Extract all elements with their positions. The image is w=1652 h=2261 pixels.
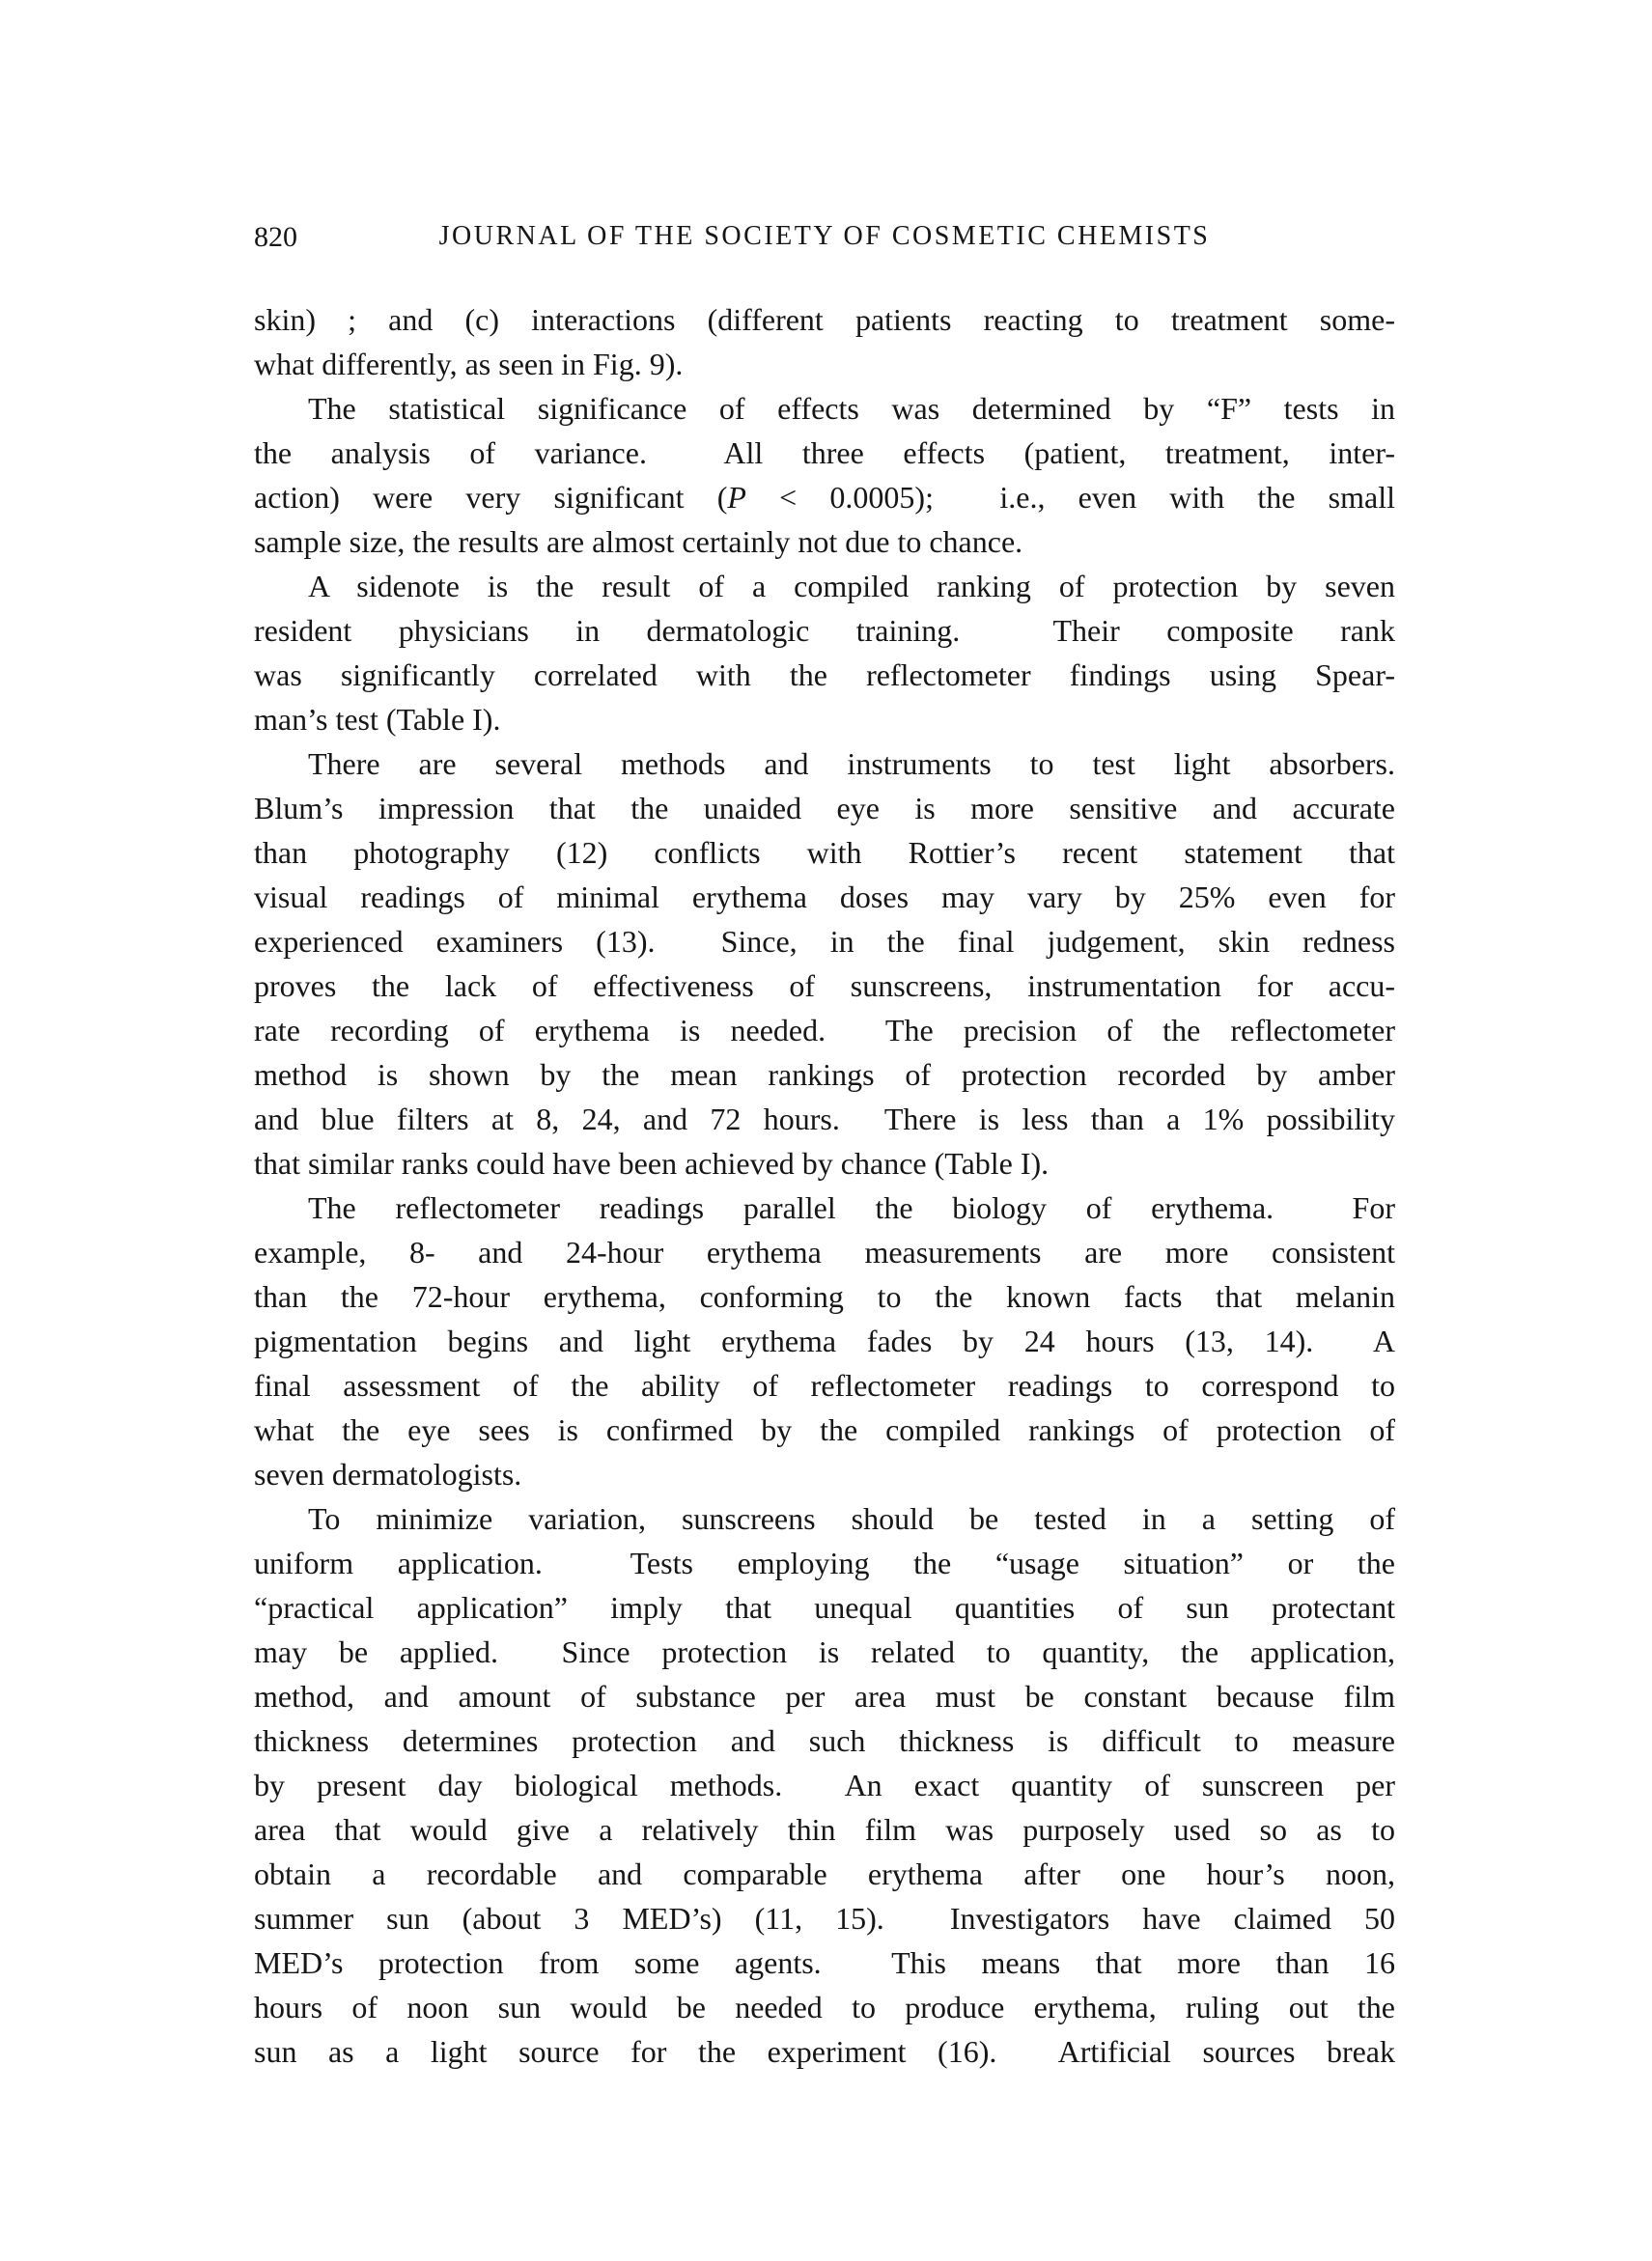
paragraph (254, 1186, 1395, 1496)
paragraph (254, 564, 1395, 741)
text-line: To minimize variation, sunscreens should be tested in a setting of (308, 1501, 1395, 1536)
text-line: Blum’s impression that the unaided eye is more sensitive and accurate (254, 791, 1395, 825)
text-line: proves the lack of effectiveness of sunscreens, instrumentation for accu- (254, 968, 1395, 1003)
text-line: than the 72-hour erythema, conforming to the known facts that melanin (254, 1279, 1395, 1314)
paragraph (254, 1496, 1395, 2074)
text-line: hours of noon sun would be needed to produce erythema, ruling out the (254, 1990, 1395, 2024)
text-line: The reflectometer readings parallel the biology of erythema. For (308, 1190, 1395, 1225)
text-line: method, and amount of substance per area must be constant because film (254, 1679, 1395, 1714)
text-line: sun as a light source for the experiment (16). Artificial sources break (254, 2034, 1395, 2069)
text-line: rate recording of erythema is needed. The precision of the reflectometer (254, 1013, 1395, 1047)
article-body (254, 297, 1395, 2074)
text-line: the analysis of variance. All three effects (patient, treatment, inter- (254, 435, 1395, 470)
text-line: A sidenote is the result of a compiled ranking of protection by seven (308, 569, 1395, 603)
text-line: visual readings of minimal erythema doses may vary by 25% even for (254, 879, 1395, 914)
text-line: skin) ; and (c) interactions (different patients reacting to treatment some- (254, 302, 1395, 337)
text-line: obtain a recordable and comparable erythema after one hour’s noon, (254, 1856, 1395, 1891)
text-line: MED’s protection from some agents. This means that more than 16 (254, 1945, 1395, 1980)
text-line: thickness determines protection and such thickness is difficult to measure (254, 1723, 1395, 1758)
text-line: final assessment of the ability of reflectometer readings to correspond to (254, 1368, 1395, 1403)
text-line: sample size, the results are almost certainly not due to chance. (254, 524, 1023, 559)
text-line: action) were very significant (P < 0.0005); i.e., even with the small (254, 480, 1395, 515)
text-line: than photography (12) conflicts with Rottier’s recent statement that (254, 835, 1395, 870)
text-line: summer sun (about 3 MED’s) (11, 15). Investigators have claimed 50 (254, 1901, 1395, 1936)
text-line: man’s test (Table I). (254, 702, 501, 737)
page-number: 820 (254, 221, 297, 253)
text-line: method is shown by the mean rankings of protection recorded by amber (254, 1057, 1395, 1092)
text-line: and blue filters at 8, 24, and 72 hours. There is less than a 1% possibility (254, 1102, 1395, 1136)
text-line: was significantly correlated with the reflectometer findings using Spear- (254, 657, 1395, 692)
paragraph (254, 741, 1395, 1186)
text-line: by present day biological methods. An exact quantity of sunscreen per (254, 1768, 1395, 1802)
journal-title: JOURNAL OF THE SOCIETY OF COSMETIC CHEMISTS (438, 221, 1211, 251)
paragraph (254, 386, 1395, 564)
text-line: There are several methods and instruments to test light absorbers. (308, 746, 1395, 781)
text-line: experienced examiners (13). Since, in the final judgement, skin redness (254, 924, 1395, 959)
text-line: that similar ranks could have been achieved by chance (Table I). (254, 1146, 1050, 1181)
text-line: seven dermatologists. (254, 1457, 522, 1492)
paragraph (254, 297, 1395, 386)
text-line: what differently, as seen in Fig. 9). (254, 347, 684, 381)
text-line: example, 8- and 24-hour erythema measurements are more consistent (254, 1235, 1395, 1270)
text-line: resident physicians in dermatologic training. Their composite rank (254, 613, 1395, 648)
text-line: may be applied. Since protection is related to quantity, the application, (254, 1634, 1395, 1669)
text-line: “practical application” imply that unequal quantities of sun protectant (254, 1590, 1395, 1625)
text-line: The statistical significance of effects was determined by “F” tests in (308, 391, 1395, 426)
text-line: area that would give a relatively thin film was purposely used so as to (254, 1812, 1395, 1847)
text-line: uniform application. Tests employing the “usage situation” or the (254, 1546, 1395, 1580)
page-header (254, 220, 1395, 259)
text-line: pigmentation begins and light erythema fades by 24 hours (13, 14). A (254, 1324, 1395, 1358)
text-line: what the eye sees is confirmed by the compiled rankings of protection of (254, 1412, 1395, 1447)
